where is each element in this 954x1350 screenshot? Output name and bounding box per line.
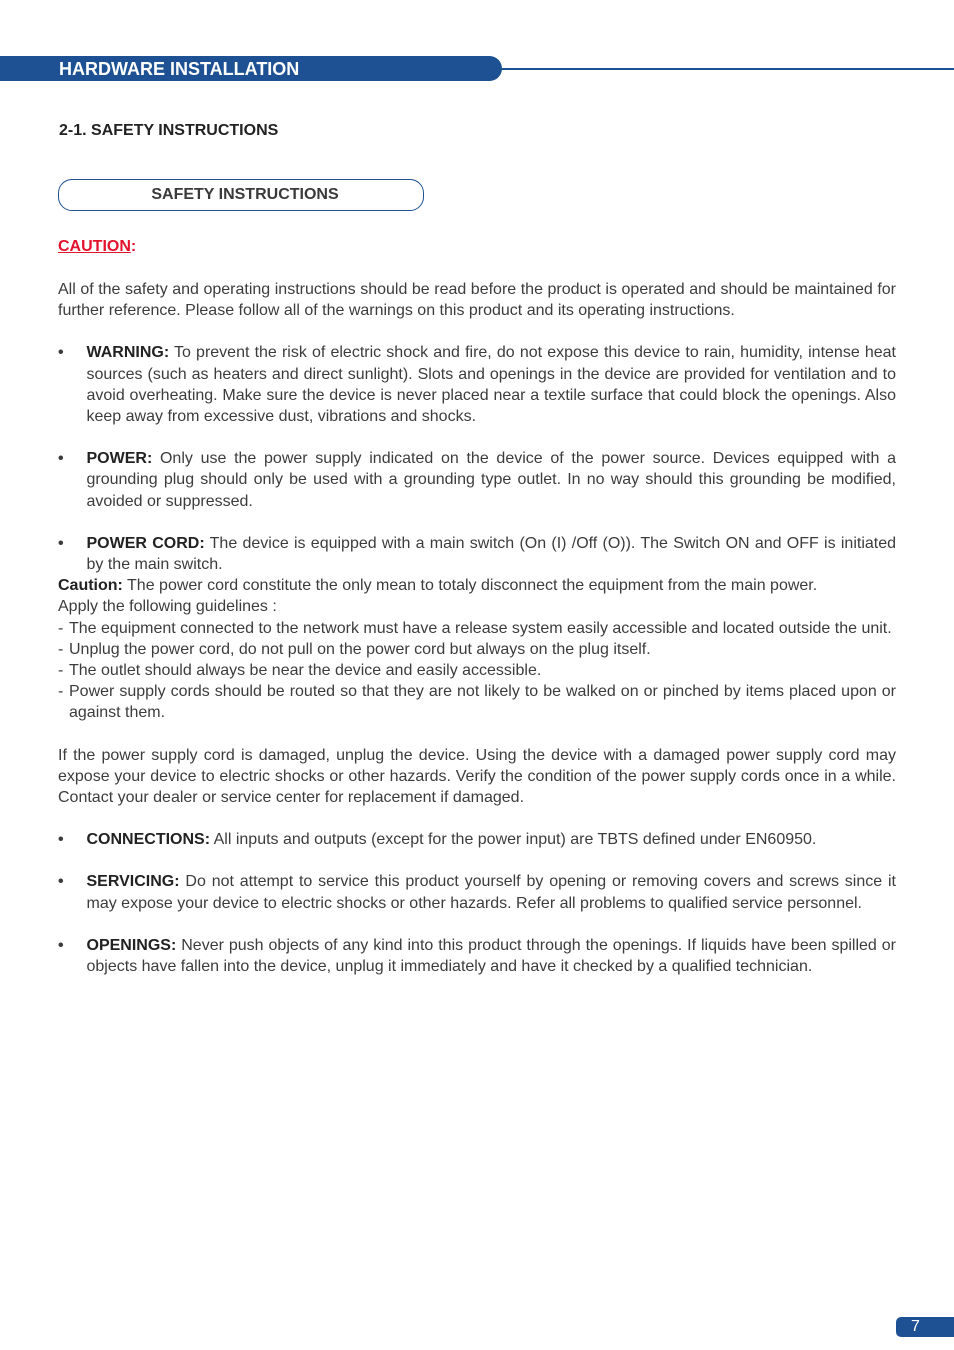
bullet-text: Do not attempt to service this product yourself by opening or removing covers and screws since it may expose your device to electric shocks or other hazards. Refer all problems to qualified service personnel. [86, 873, 896, 912]
bullet-text: The device is equipped with a main switch (On (I) /Off (O)). The Switch ON and OFF is initiated by the main switch. [86, 534, 897, 574]
guidelines-intro: Apply the following guidelines : [58, 598, 277, 616]
bullet-label: SERVICING: [86, 873, 180, 891]
dash-glyph: - [58, 662, 64, 680]
bullet-glyph: • [58, 534, 64, 552]
bullet-glyph: • [58, 344, 64, 362]
bullet-label: CONNECTIONS: [86, 831, 211, 849]
power-cord-caution-label: Caution: [58, 577, 123, 595]
bullet-glyph: • [58, 450, 64, 468]
bullet-label: POWER CORD: [86, 534, 205, 552]
bullet-openings [58, 935, 896, 977]
bullet-label: POWER: [86, 450, 153, 468]
header-bar [0, 56, 502, 81]
bullet-label: WARNING: [86, 344, 170, 362]
guideline-text: Unplug the power cord, do not pull on the power cord but always on the plug itself. [69, 640, 651, 658]
caution-heading [58, 238, 136, 256]
section-heading: 2-1. SAFETY INSTRUCTIONS [59, 122, 279, 139]
damaged-cord-paragraph: If the power supply cord is damaged, unplug the device. Using the device with a damaged power supply cord may expose your device to electric shocks or other hazards. Verify the condition of the power supply cords once in a while. Contact your dealer or service center for replacement if damaged. [58, 746, 896, 807]
dash-glyph: - [58, 683, 64, 701]
bullet-glyph: • [58, 936, 64, 954]
power-cord-caution [58, 575, 896, 596]
guideline-text: The outlet should always be near the device and easily accessible. [69, 662, 542, 680]
section-label-box [58, 179, 424, 211]
guideline-item [58, 618, 896, 639]
power-cord-caution-text: The power cord constitute the only mean to totaly disconnect the equipment from the main power. [127, 577, 818, 595]
bullet-glyph: • [58, 831, 64, 849]
bullet-servicing [58, 871, 896, 913]
bullet-label: OPENINGS: [86, 936, 177, 954]
intro-paragraph: All of the safety and operating instructions should be read before the product is operated and should be maintained for further reference. Please follow all of the warnings on this product and its operating instructions. [58, 281, 896, 320]
dash-glyph: - [58, 640, 64, 658]
guideline-text: The equipment connected to the network must have a release system easily accessible and located outside the unit. [69, 619, 892, 637]
bullet-text: Never push objects of any kind into this product through the openings. If liquids have been spilled or objects have fallen into the device, unplug it immediately and have it checked by a qualified technician. [86, 936, 896, 976]
header-rule [500, 68, 954, 70]
section-label: SAFETY INSTRUCTIONS [151, 186, 339, 203]
guideline-text: Power supply cords should be routed so that they are not likely to be walked on or pinched by items placed upon or against them. [69, 683, 896, 722]
instructions-body [58, 279, 896, 977]
bullet-power-cord [58, 533, 896, 575]
guideline-item [58, 639, 896, 660]
bullet-text: To prevent the risk of electric shock and fire, do not expose this device to rain, humidity, intense heat sources (such as heaters and direct sunlight). Slots and openings in the device are provided for ventilation and to avoid overheating. Make sure the device is never placed near a textile surface that could block the openings. Also keep away from excessive dust, vibrations and shocks. [86, 344, 896, 426]
bullet-power [58, 448, 896, 512]
bullet-connections [58, 829, 896, 850]
bullet-glyph: • [58, 873, 64, 891]
caution-label: CAUTION [58, 238, 131, 255]
caution-colon: : [130, 238, 137, 255]
guideline-item [58, 681, 896, 723]
page-number: 7 [896, 1317, 954, 1337]
dash-glyph: - [58, 619, 64, 637]
guideline-item [58, 660, 896, 681]
bullet-warning [58, 342, 896, 427]
bullet-text: Only use the power supply indicated on the device of the power source. Devices equipped with a grounding plug should only be used with a grounding type outlet. In no way should this grounding be modified, avoided or suppressed. [86, 450, 896, 510]
bullet-text: All inputs and outputs (except for the power input) are TBTS defined under EN60950. [213, 831, 817, 849]
header-title: HARDWARE INSTALLATION [59, 59, 300, 79]
